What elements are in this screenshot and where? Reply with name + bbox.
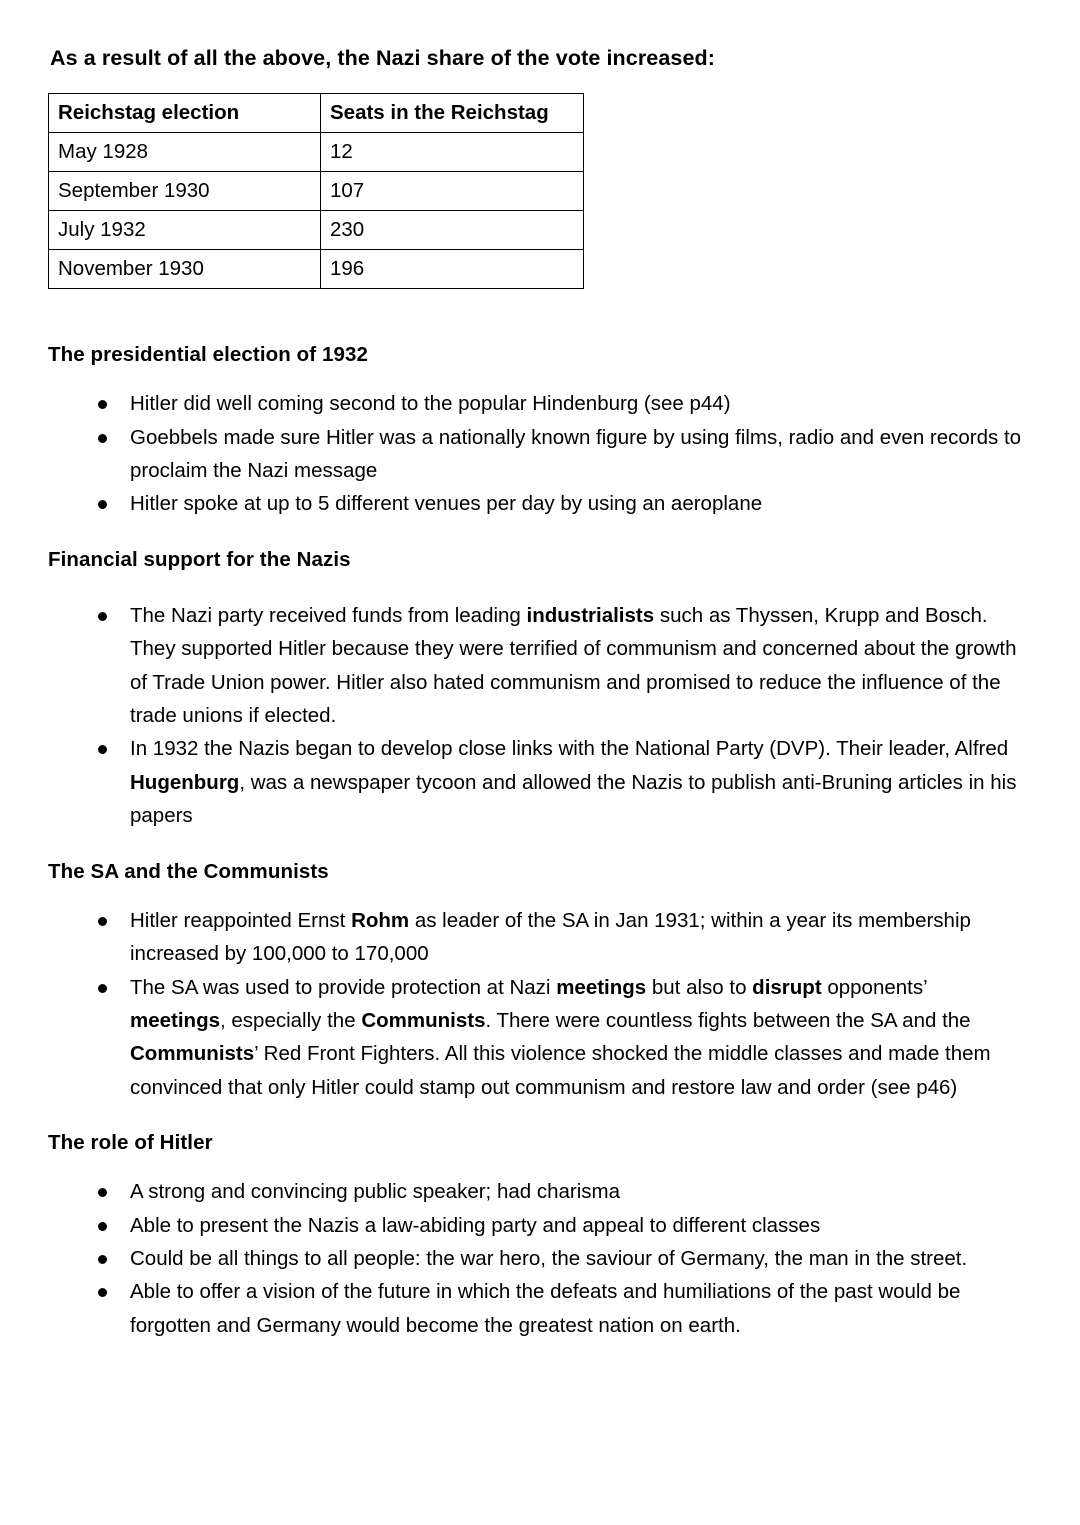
bullet-list-sa-and-communists [48,904,1024,1104]
list-item: Hitler did well coming second to the popular Hindenburg (see p44) [92,387,1024,420]
table-header-row [49,94,584,133]
table-cell-election: May 1928 [49,133,321,172]
section-heading-sa-and-communists: The SA and the Communists [48,859,329,883]
list-item: Able to present the Nazis a law-abiding party and appeal to different classes [92,1209,1024,1242]
table-header-election: Reichstag election [49,94,321,133]
table-row [49,250,584,289]
section-heading-presidential-election: The presidential election of 1932 [48,343,369,367]
reichstag-vote-table [48,93,584,289]
table-header-seats: Seats in the Reichstag [321,94,584,133]
list-item: Able to offer a vision of the future in which the defeats and humiliations of the past would be forgotten and Germany would become the greatest nation on earth. [92,1275,1024,1342]
section-heading-role-of-hitler: The role of Hitler [48,1131,213,1155]
table-cell-election: July 1932 [49,211,321,250]
list-item: The Nazi party received funds from leading industrialists such as Thyssen, Krupp and Bosch. They supported Hitler because they were terrified of communism and concerned about the growth of Trade Union power. Hitler also hated communism and promised to reduce the influence of the trade unions if elected. [92,599,1024,733]
page-title: As a result of all the above, the Nazi share of the vote increased: [50,46,716,70]
table-cell-seats: 230 [321,211,584,250]
section-heading-financial-support: Financial support for the Nazis [48,547,351,571]
table-cell-seats: 12 [321,133,584,172]
list-item: Hitler spoke at up to 5 different venues per day by using an aeroplane [92,487,1024,520]
table-cell-seats: 107 [321,172,584,211]
list-item: Goebbels made sure Hitler was a nationally known figure by using films, radio and even records to proclaim the Nazi message [92,421,1024,488]
list-item: In 1932 the Nazis began to develop close links with the National Party (DVP). Their leader, Alfred Hugenburg, was a newspaper tycoon and allowed the Nazis to publish anti-Bruning articles in his papers [92,732,1024,832]
table-row [49,211,584,250]
bullet-list-role-of-hitler [48,1175,1024,1342]
table-row [49,133,584,172]
table-cell-election: September 1930 [49,172,321,211]
table-cell-election: November 1930 [49,250,321,289]
list-item: Hitler reappointed Ernst Rohm as leader of the SA in Jan 1931; within a year its membership increased by 100,000 to 170,000 [92,904,1024,971]
bullet-list-presidential-election [48,387,1024,521]
list-item: The SA was used to provide protection at Nazi meetings but also to disrupt opponents’ meetings, especially the Communists. There were countless fights between the SA and the Communists’ Red Front Fighters. All this violence shocked the middle classes and made them convinced that only Hitler could stamp out communism and restore law and order (see p46) [92,971,1024,1105]
list-item: A strong and convincing public speaker; had charisma [92,1175,1024,1208]
bullet-list-financial-support [48,599,1024,833]
list-item: Could be all things to all people: the war hero, the saviour of Germany, the man in the street. [92,1242,1024,1275]
table-row [49,172,584,211]
table-cell-seats: 196 [321,250,584,289]
